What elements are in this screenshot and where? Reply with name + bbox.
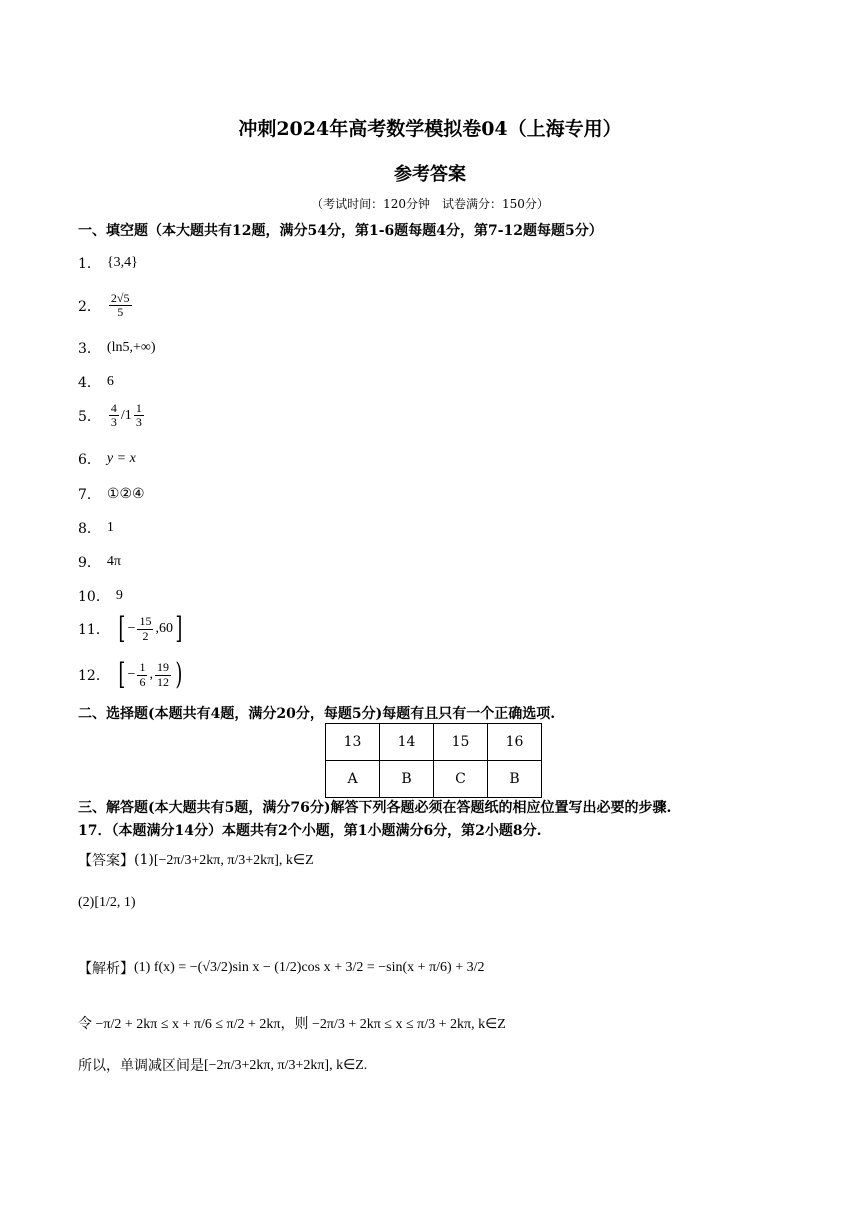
answer-2: 2． $\frac{2√5}{5}$ bbox=[78, 291, 130, 320]
answer-9: 9． 4π bbox=[78, 554, 121, 571]
section-solutions: 三、解答题(本大题共有5题，满分76分)解答下列各题必须在答题纸的相应位置写出必要的步骤. bbox=[78, 800, 672, 816]
table-cell: A bbox=[326, 761, 380, 798]
analysis-line-2: 令 −π/2 + 2kπ ≤ x + π/6 ≤ π/2 + 2kπ，则 −2π/3 + 2kπ ≤ x ≤ π/3 + 2kπ, k∈Z bbox=[78, 1017, 506, 1032]
exam-meta: （考试时间：120分钟 试卷满分：150分） bbox=[311, 197, 549, 211]
answer-7: 7． ①②④ bbox=[78, 486, 145, 503]
page-subtitle: 参考答案 bbox=[394, 164, 466, 185]
page-title: 冲刺2024年高考数学模拟卷04（上海专用） bbox=[238, 118, 622, 140]
table-header-cell: 15 bbox=[434, 724, 488, 761]
answer-6: 6． y = x bbox=[78, 451, 136, 468]
analysis-line-1: 【解析】 (1) f(x) = −(√3/2)sin x − (1/2)cos x + 3/2 = −sin(x + π/6) + 3/2 bbox=[78, 960, 485, 977]
table-row bbox=[326, 724, 542, 761]
table-header-cell: 16 bbox=[488, 724, 542, 761]
table-cell: B bbox=[380, 761, 434, 798]
answer-8: 8． 1 bbox=[78, 520, 114, 537]
answer-3: 3． (ln5,+∞) bbox=[78, 340, 156, 357]
answer-10: 10． 9 bbox=[78, 588, 123, 605]
table-cell: B bbox=[488, 761, 542, 798]
answer-4: 4． 6 bbox=[78, 374, 114, 391]
section-choice: 二、选择题(本题共有4题，满分20分，每题5分)每题有且只有一个正确选项. bbox=[78, 706, 556, 722]
table-header-cell: 13 bbox=[326, 724, 380, 761]
table-cell: C bbox=[434, 761, 488, 798]
table-header-cell: 14 bbox=[380, 724, 434, 761]
choice-answer-table bbox=[325, 723, 542, 798]
fraction: $\frac{2√5}{5}$ bbox=[110, 291, 130, 320]
question-17-header: 17．（本题满分14分）本题共有2个小题，第1小题满分6分，第2小题8分. bbox=[78, 823, 542, 839]
answer-17: 【答案】 (1) [−2π/3+2kπ, π/3+2kπ], k∈Z bbox=[78, 852, 314, 869]
answer-11: 11． [ − $\frac{15}{2}$ ,60 ] bbox=[78, 611, 183, 646]
answer-17-part2: (2)[1/2, 1) bbox=[78, 895, 136, 910]
answer-12: 12． [ − $\frac{1}{6}$ , $\frac{19}{12}$ ) bbox=[78, 657, 183, 692]
answer-1: 1． {3,4} bbox=[78, 255, 138, 272]
section-fill-in: 一、填空题（本大题共有12题，满分54分，第1-6题每题4分，第7-12题每题5分） bbox=[78, 223, 603, 239]
analysis-line-3: 所以，单调减区间是 [−2π/3+2kπ, π/3+2kπ], k∈Z. bbox=[78, 1057, 368, 1074]
table-row bbox=[326, 761, 542, 798]
answer-5: 5． $\frac{4}{3}$ /1 $\frac{1}{3}$ bbox=[78, 401, 142, 430]
